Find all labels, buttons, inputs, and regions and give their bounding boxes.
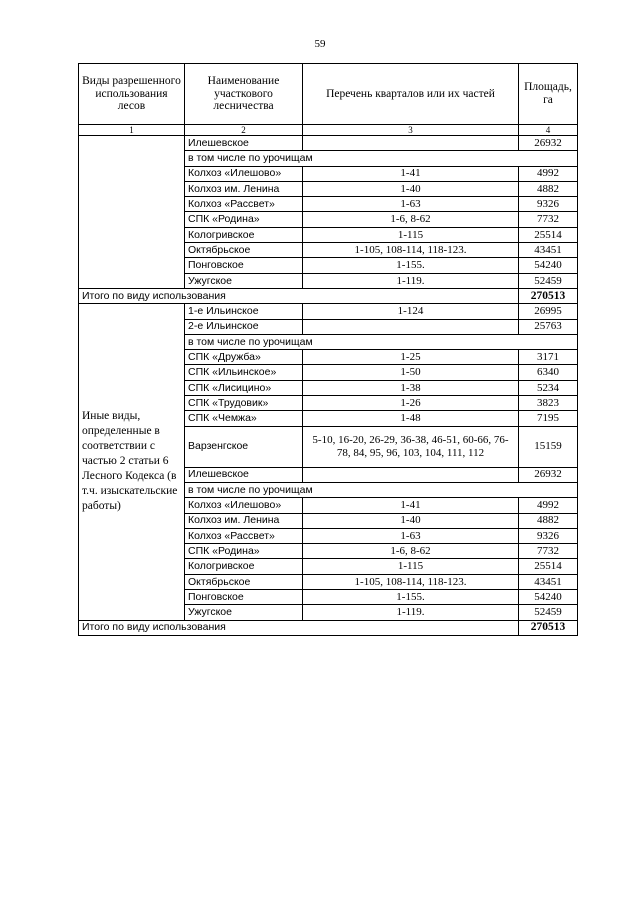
table-row xyxy=(79,136,578,151)
quarters-cell xyxy=(303,136,519,151)
forestry-name-cell: СПК «Лисицино» xyxy=(185,380,303,395)
area-cell: 7195 xyxy=(519,411,578,426)
area-cell: 43451 xyxy=(519,243,578,258)
quarters-cell: 1-48 xyxy=(303,411,519,426)
forestry-name-cell: 2-е Ильинское xyxy=(185,319,303,334)
quarters-cell: 1-41 xyxy=(303,166,519,181)
area-cell: 52459 xyxy=(519,605,578,620)
area-cell: 9326 xyxy=(519,528,578,543)
subheader-cell: в том числе по урочищам xyxy=(185,151,578,166)
area-cell: 4882 xyxy=(519,513,578,528)
total-row xyxy=(79,288,578,303)
quarters-cell: 1-105, 108-114, 118-123. xyxy=(303,243,519,258)
quarters-cell: 1-63 xyxy=(303,197,519,212)
quarters-cell: 1-6, 8-62 xyxy=(303,544,519,559)
forestry-name-cell: Октябрьское xyxy=(185,243,303,258)
table-row xyxy=(79,304,578,319)
forestry-name-cell: СПК «Ильинское» xyxy=(185,365,303,380)
area-cell: 25514 xyxy=(519,559,578,574)
forestry-name-cell: Илешевское xyxy=(185,467,303,482)
forestry-name-cell: Колхоз «Рассвет» xyxy=(185,528,303,543)
quarters-cell: 5-10, 16-20, 26-29, 36-38, 46-51, 60-66, 76-78, 84, 95, 96, 103, 104, 111, 112 xyxy=(303,426,519,467)
forestry-name-cell: Варзенгское xyxy=(185,426,303,467)
total-row xyxy=(79,620,578,635)
forestry-name-cell: СПК «Родина» xyxy=(185,212,303,227)
area-cell: 43451 xyxy=(519,574,578,589)
forestry-name-cell: Илешевское xyxy=(185,136,303,151)
page-number: 59 xyxy=(314,38,326,50)
forestry-name-cell: Понговское xyxy=(185,590,303,605)
forestry-name-cell: Колхоз «Илешово» xyxy=(185,498,303,513)
forestry-name-cell: Колхоз «Илешово» xyxy=(185,166,303,181)
area-cell: 3171 xyxy=(519,350,578,365)
area-cell: 52459 xyxy=(519,273,578,288)
forestry-name-cell: Колхоз им. Ленина xyxy=(185,513,303,528)
total-label: Итого по виду использования xyxy=(79,288,519,303)
forestry-name-cell: Ужугское xyxy=(185,273,303,288)
area-cell: 25763 xyxy=(519,319,578,334)
area-cell: 7732 xyxy=(519,544,578,559)
column-number: 2 xyxy=(185,125,303,136)
forestry-name-cell: СПК «Родина» xyxy=(185,544,303,559)
forestry-name-cell: Понговское xyxy=(185,258,303,273)
quarters-cell: 1-26 xyxy=(303,396,519,411)
area-cell: 6340 xyxy=(519,365,578,380)
area-cell: 26932 xyxy=(519,467,578,482)
area-cell: 54240 xyxy=(519,258,578,273)
total-value: 270513 xyxy=(519,620,578,635)
area-cell: 54240 xyxy=(519,590,578,605)
quarters-cell: 1-119. xyxy=(303,273,519,288)
forestry-name-cell: СПК «Трудовик» xyxy=(185,396,303,411)
header-use-types: Виды разрешенного использования лесов xyxy=(79,64,185,125)
total-label: Итого по виду использования xyxy=(79,620,519,635)
subheader-cell: в том числе по урочищам xyxy=(185,334,578,349)
quarters-cell: 1-124 xyxy=(303,304,519,319)
forest-use-table xyxy=(78,63,578,636)
forestry-name-cell: 1-е Ильинское xyxy=(185,304,303,319)
quarters-cell: 1-119. xyxy=(303,605,519,620)
quarters-cell: 1-155. xyxy=(303,590,519,605)
area-cell: 9326 xyxy=(519,197,578,212)
area-cell: 7732 xyxy=(519,212,578,227)
total-value: 270513 xyxy=(519,288,578,303)
area-cell: 15159 xyxy=(519,426,578,467)
quarters-cell: 1-115 xyxy=(303,227,519,242)
forestry-name-cell: Кологривское xyxy=(185,227,303,242)
forestry-name-cell: СПК «Дружба» xyxy=(185,350,303,365)
quarters-cell: 1-40 xyxy=(303,181,519,196)
quarters-cell: 1-115 xyxy=(303,559,519,574)
area-cell: 26932 xyxy=(519,136,578,151)
quarters-cell: 1-25 xyxy=(303,350,519,365)
header-quarters-list: Перечень кварталов или их частей xyxy=(303,64,519,125)
forestry-name-cell: СПК «Чемжа» xyxy=(185,411,303,426)
header-area: Площадь, га xyxy=(519,64,578,125)
quarters-cell: 1-50 xyxy=(303,365,519,380)
subheader-cell: в том числе по урочищам xyxy=(185,482,578,497)
quarters-cell: 1-155. xyxy=(303,258,519,273)
quarters-cell: 1-6, 8-62 xyxy=(303,212,519,227)
use-type-cell: Иные виды, определенные в соответствии с частью 2 статьи 6 Лесного Кодекса (в т.ч. изыскательские работы) xyxy=(79,304,185,620)
column-number: 1 xyxy=(79,125,185,136)
area-cell: 25514 xyxy=(519,227,578,242)
header-forestry-name: Наименование участкового лесничества xyxy=(185,64,303,125)
area-cell: 26995 xyxy=(519,304,578,319)
table-body xyxy=(79,64,578,636)
quarters-cell: 1-63 xyxy=(303,528,519,543)
column-number: 4 xyxy=(519,125,578,136)
column-number-row xyxy=(79,125,578,136)
quarters-cell: 1-105, 108-114, 118-123. xyxy=(303,574,519,589)
forestry-name-cell: Кологривское xyxy=(185,559,303,574)
area-cell: 4992 xyxy=(519,498,578,513)
quarters-cell: 1-38 xyxy=(303,380,519,395)
quarters-cell: 1-40 xyxy=(303,513,519,528)
area-cell: 3823 xyxy=(519,396,578,411)
quarters-cell: 1-41 xyxy=(303,498,519,513)
column-number: 3 xyxy=(303,125,519,136)
quarters-cell xyxy=(303,467,519,482)
area-cell: 5234 xyxy=(519,380,578,395)
quarters-cell xyxy=(303,319,519,334)
forestry-name-cell: Октябрьское xyxy=(185,574,303,589)
forestry-name-cell: Ужугское xyxy=(185,605,303,620)
header-row xyxy=(79,64,578,125)
use-type-cell xyxy=(79,136,185,289)
area-cell: 4882 xyxy=(519,181,578,196)
forestry-name-cell: Колхоз им. Ленина xyxy=(185,181,303,196)
forestry-name-cell: Колхоз «Рассвет» xyxy=(185,197,303,212)
area-cell: 4992 xyxy=(519,166,578,181)
